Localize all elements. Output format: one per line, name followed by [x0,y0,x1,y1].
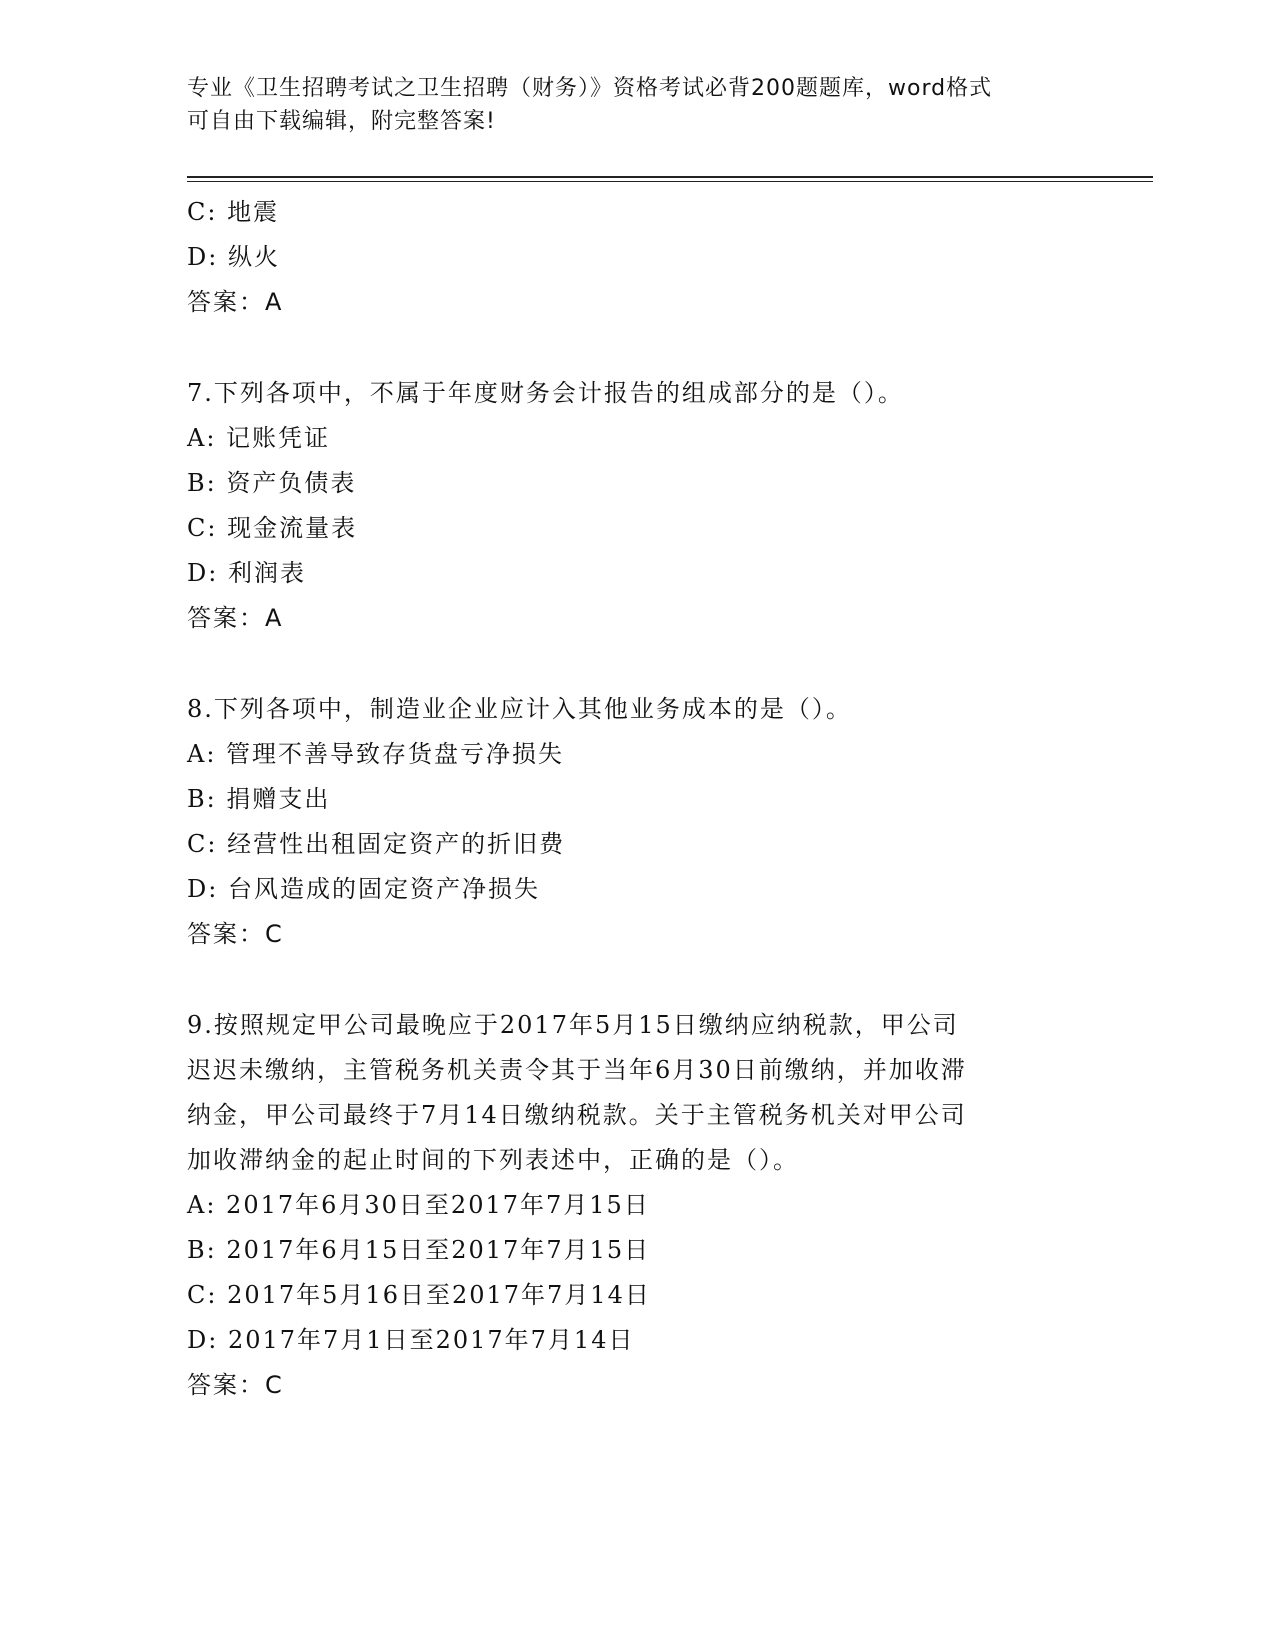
document-header [187,72,1087,138]
question-9 [187,1003,1087,1408]
option-c: C: 经营性出租固定资产的折旧费 [187,830,566,858]
option-a: A: 管理不善导致存货盘亏净损失 [187,740,565,768]
option-c: C: 现金流量表 [187,514,358,542]
option-b: B: 捐赠支出 [187,785,331,813]
option-a: A: 记账凭证 [187,424,331,452]
answer-label: 答案：C [187,1371,284,1399]
question-stem: 8.下列各项中，制造业企业应计入其他业务成本的是（）。 [187,695,852,723]
question-stem-line: 9.按照规定甲公司最晚应于2017年5月15日缴纳应纳税款，甲公司 [187,1011,959,1039]
question-stem: 7.下列各项中，不属于年度财务会计报告的组成部分的是（）。 [187,379,904,407]
question-6 [187,190,1087,325]
option-c: C: 2017年5月16日至2017年7月14日 [187,1281,651,1309]
option-b: B: 资产负债表 [187,469,357,497]
question-stem-line: 纳金，甲公司最终于7月14日缴纳税款。关于主管税务机关对甲公司 [187,1101,967,1129]
answer-label: 答案：C [187,920,284,948]
question-8 [187,687,1087,957]
option-b: B: 2017年6月15日至2017年7月15日 [187,1236,651,1264]
question-spacer [187,325,1087,371]
question-stem-line: 加收滞纳金的起止时间的下列表述中，正确的是（）。 [187,1146,799,1174]
option-d: D: 纵火 [187,243,280,271]
question-spacer [187,641,1087,687]
question-spacer [187,957,1087,1003]
header-divider-thin [187,181,1153,182]
option-d: D: 台风造成的固定资产净损失 [187,875,540,903]
answer-label: 答案：A [187,288,284,316]
header-title-line-2: 可自由下载编辑，附完整答案! [187,109,496,134]
header-title-line-1: 专业《卫生招聘考试之卫生招聘（财务）》资格考试必背200题题库，word格式 [187,76,993,101]
option-d: D: 利润表 [187,559,306,587]
answer-label: 答案：A [187,604,284,632]
question-stem-line: 迟迟未缴纳，主管税务机关责令其于当年6月30日前缴纳，并加收滞 [187,1056,967,1084]
option-a: A: 2017年6月30日至2017年7月15日 [187,1191,650,1219]
option-d: D: 2017年7月1日至2017年7月14日 [187,1326,635,1354]
question-list [187,190,1087,1408]
option-c: C: 地震 [187,198,280,226]
question-7 [187,371,1087,641]
header-divider-thick [187,176,1153,178]
